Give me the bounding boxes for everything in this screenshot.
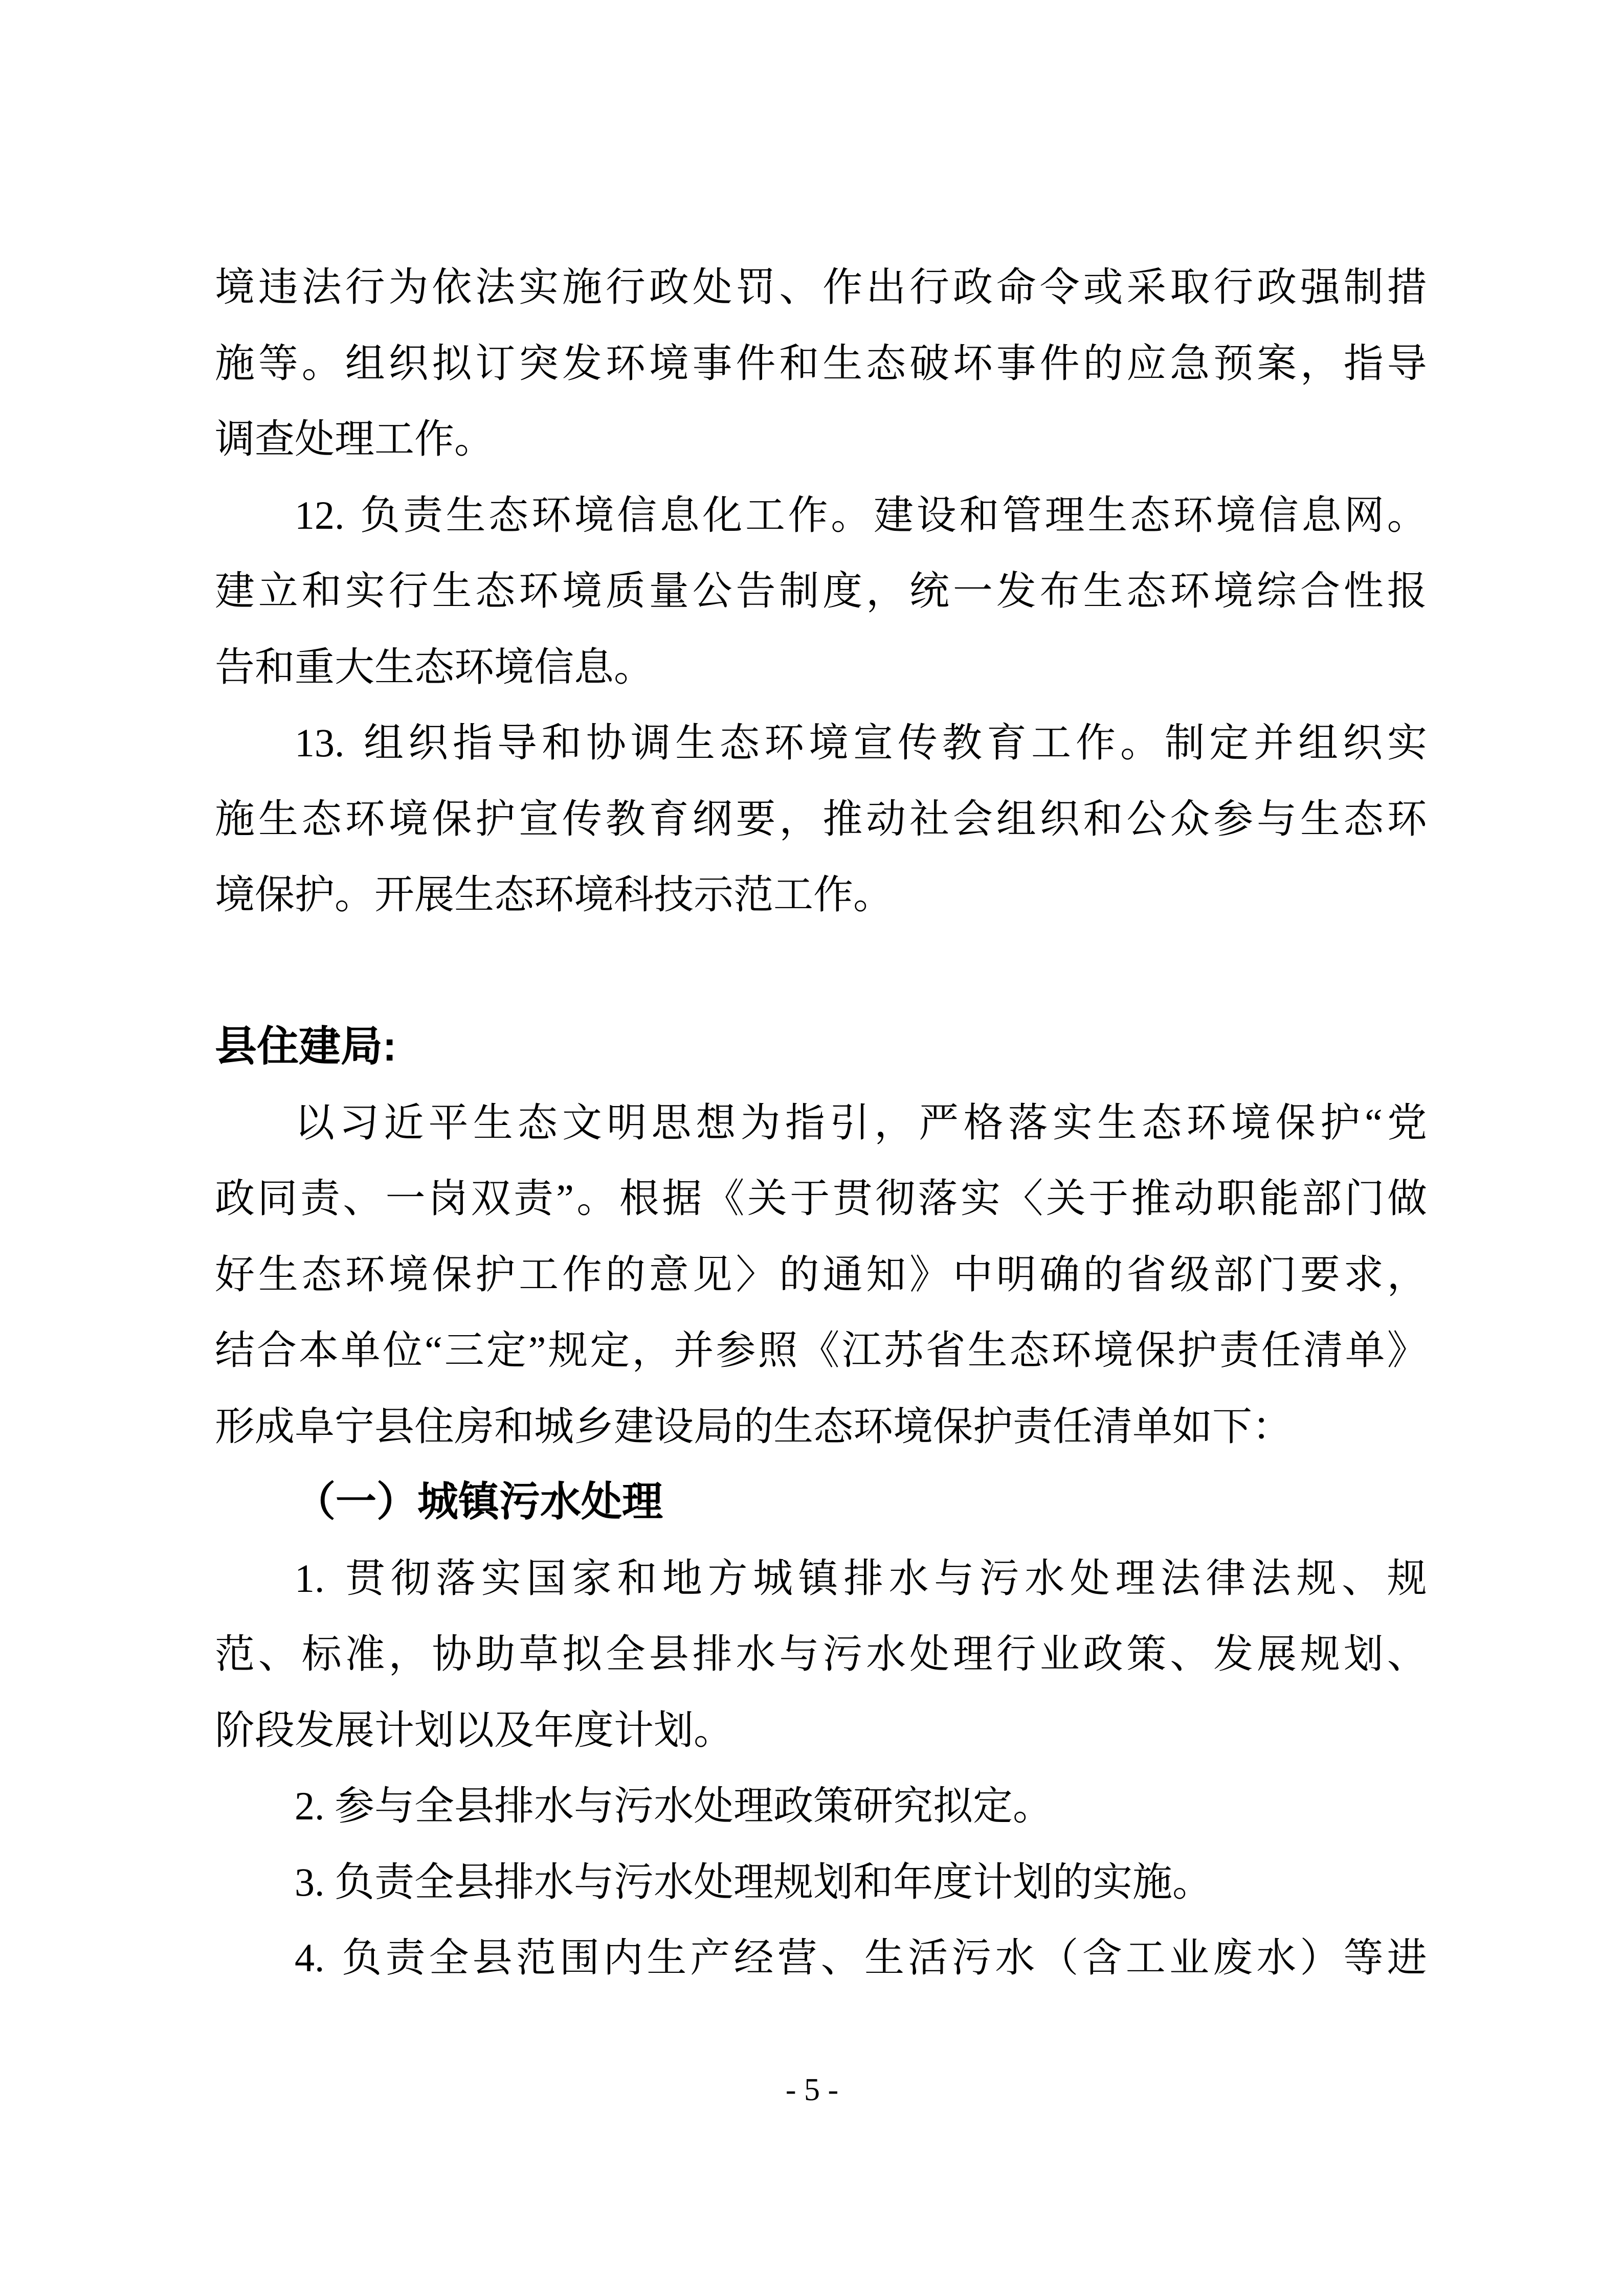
item-12-line-1: 12. 负 责 生 态 环 境 信 息 化 工 作 。 建 设 和 管 理 生 态 环 境 信 息 网 。	[295, 492, 1427, 537]
subsection-item-3-line-1: 3. 负责全县排水与污水处理规划和年度计划的实施。	[295, 1859, 1213, 1904]
continuation-paragraph-line-1: 境 违 法 行 为 依 法 实 施 行 政 处 罚 、 作 出 行 政 命 令 或 采 取 行 政 强 制 措	[215, 265, 1427, 309]
section-intro-line-3: 好 生 态 环 境 保 护 工 作 的 意 见 〉 的 通 知 》 中 明 确 的 省 级 部 门 要 求 ，	[215, 1252, 1427, 1297]
section-intro-line-5: 形成阜宁县住房和城乡建设局的生态环境保护责任清单如下：	[215, 1404, 1293, 1449]
continuation-paragraph-line-2: 施 等 。 组 织 拟 订 突 发 环 境 事 件 和 生 态 破 坏 事 件 的 应 急 预 案 ， 指 导	[215, 341, 1427, 386]
continuation-paragraph-line-3: 调查处理工作。	[215, 417, 495, 461]
item-13-line-3: 境保护。开展生态环境科技示范工作。	[215, 872, 894, 917]
section-intro-line-1: 以 习 近 平 生 态 文 明 思 想 为 指 引 ， 严 格 落 实 生 态 环 境 保 护 “ 党	[295, 1100, 1427, 1145]
section-intro-line-2: 政 同 责 、 一 岗 双 责 ” 。 根 据 《 关 于 贯 彻 落 实 〈 关 于 推 动 职 能 部 门 做	[215, 1176, 1427, 1221]
item-12-line-3: 告和重大生态环境信息。	[215, 644, 654, 689]
subsection-item-1-line-2: 范 、 标 准 ， 协 助 草 拟 全 县 排 水 与 污 水 处 理 行 业 政 策 、 发 展 规 划 、	[215, 1632, 1427, 1676]
document-body	[215, 250, 1427, 1996]
item-13-line-2: 施 生 态 环 境 保 护 宣 传 教 育 纲 要 ， 推 动 社 会 组 织 和 公 众 参 与 生 态 环	[215, 796, 1427, 841]
section-heading-county-housing-bureau: 县住建局:	[215, 1023, 397, 1070]
item-13-line-1: 13. 组 织 指 导 和 协 调 生 态 环 境 宣 传 教 育 工 作 。 制 定 并 组 织 实	[295, 721, 1427, 765]
subsection-item-2-line-1: 2. 参与全县排水与污水处理政策研究拟定。	[295, 1784, 1053, 1828]
subsection-item-1-line-1: 1. 贯 彻 落 实 国 家 和 地 方 城 镇 排 水 与 污 水 处 理 法 律 法 规 、 规	[295, 1556, 1427, 1601]
section-intro-line-4: 结 合 本 单 位 “ 三 定 ” 规 定 ， 并 参 照 《 江 苏 省 生 态 环 境 保 护 责 任 清 单 》	[215, 1328, 1427, 1372]
blank-line	[215, 933, 1427, 1009]
subsection-item-1-line-3: 阶段发展计划以及年度计划。	[215, 1707, 734, 1752]
subsection-heading-urban-sewage-treatment: （一）城镇污水处理	[295, 1480, 663, 1525]
item-12-line-2: 建 立 和 实 行 生 态 环 境 质 量 公 告 制 度 ， 统 一 发 布 生 态 环 境 综 合 性 报	[215, 569, 1427, 613]
subsection-item-4-line-1: 4. 负 责 全 县 范 围 内 生 产 经 营 、 生 活 污 水 （ 含 工 业 废 水 ） 等 进	[295, 1935, 1427, 1980]
page-number: - 5 -	[785, 2073, 839, 2107]
